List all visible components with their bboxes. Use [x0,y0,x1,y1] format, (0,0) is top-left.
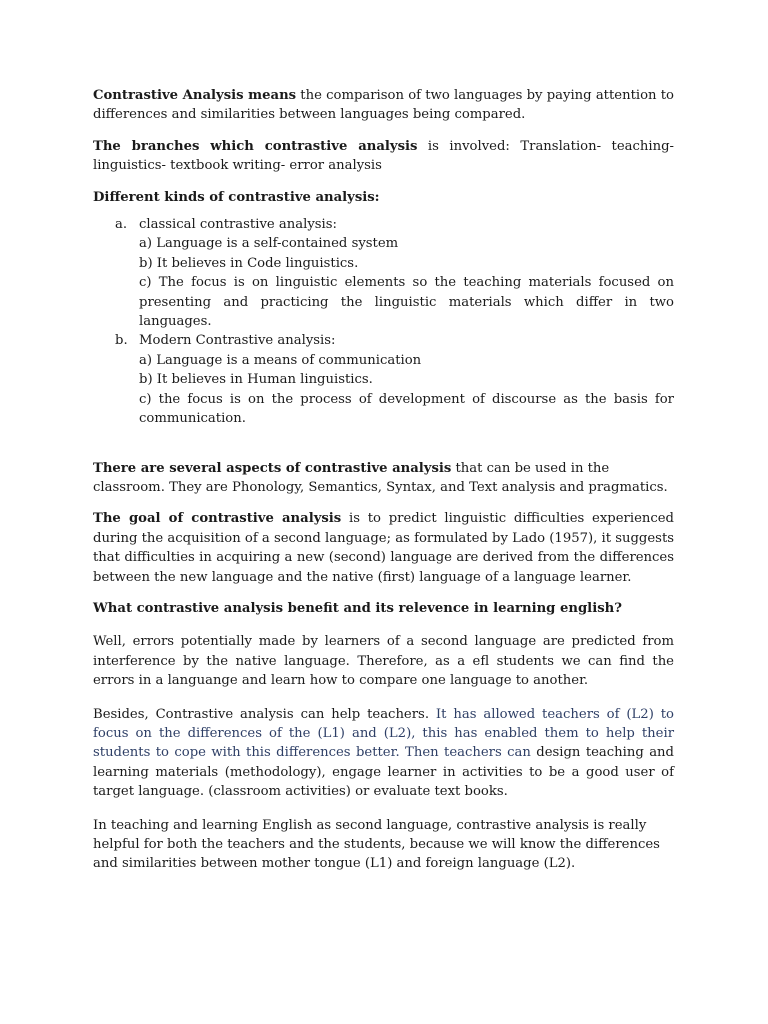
list-item [93,331,674,428]
benefit-heading-text: What contrastive analysis benefit and its relevence in learning english? [93,600,622,616]
besides-tail: design teaching and learning materials (methodology), engage learner in activities to be a good user of target language. (classroom activities) or evaluate text books. [93,745,674,800]
branches-text: is involved: Translation- teaching- linguistics- textbook writing- error analysis [93,138,674,174]
aspects-text: that can be used in the classroom. They are Phonology, Semantics, Syntax, and Text analysis and pragmatics. [93,460,668,495]
well-paragraph: Well, errors potentially made by learners of a second language are predicted from interference by the native language. Therefore, as a efl students we can find the errors in a languange and learn how to compare one language to another. [93,634,674,689]
definition-paragraph [93,86,674,125]
branches-term: The branches which contrastive analysis [93,138,418,154]
goal-text: is to predict linguistic difficulties experienced during the acquisition of a second language; as formulated by Lado (1957), it suggests that difficulties in acquiring a new (second) language are derived from the differences between the new language and the native (first) language of a language learner. [93,511,675,585]
list-subitem: c) the focus is on the process of development of discourse as the basis for communication. [139,391,674,427]
list-subitem: c) The focus is on linguistic elements so the teaching materials focused on presenting and practicing the linguistic materials which differ in two languages. [139,275,674,330]
list-marker: a. [115,217,128,233]
benefit-heading [93,599,674,618]
aspects-term: There are several aspects of contrastive analysis [93,460,452,476]
list-subitem: b) It believes in Human linguistics. [139,372,373,388]
besides-highlighted: It has allowed teachers of (L2) to focus on the differences of the (L1) and (L2), this has enabled them to help their students to cope with this differences better. Then teachers can [93,706,674,761]
list-item [93,215,674,331]
definition-text: the comparison of two languages by paying attention to differences and similarities between languages being compared. [93,88,674,123]
definition-term: Contrastive Analysis means [93,88,297,103]
goal-paragraph [93,509,674,587]
list-subitem: a) Language is a self-contained system [139,236,399,252]
besides-lead: Besides, Contrastive analysis can help teachers. [93,706,436,722]
teaching-paragraph: In teaching and learning English as second language, contrastive analysis is really helpful for both the teachers and the students, because we will know the differences and similarities between mother tongue (L1) and foreign language (L2). [93,817,660,872]
list-subitem: b) It believes in Code linguistics. [139,255,359,271]
list-item-title: Modern Contrastive analysis: [139,333,336,349]
besides-paragraph [93,705,674,802]
kinds-heading-text: Different kinds of contrastive analysis: [93,189,380,205]
branches-paragraph [93,137,674,176]
goal-term: The goal of contrastive analysis [93,511,342,527]
list-marker: b. [115,333,128,349]
kinds-list [93,215,674,428]
document-page [93,86,674,874]
list-item-title: classical contrastive analysis: [139,217,337,233]
list-subitem: a) Language is a means of communication [139,352,422,368]
aspects-paragraph [93,459,674,498]
kinds-heading [93,188,674,207]
